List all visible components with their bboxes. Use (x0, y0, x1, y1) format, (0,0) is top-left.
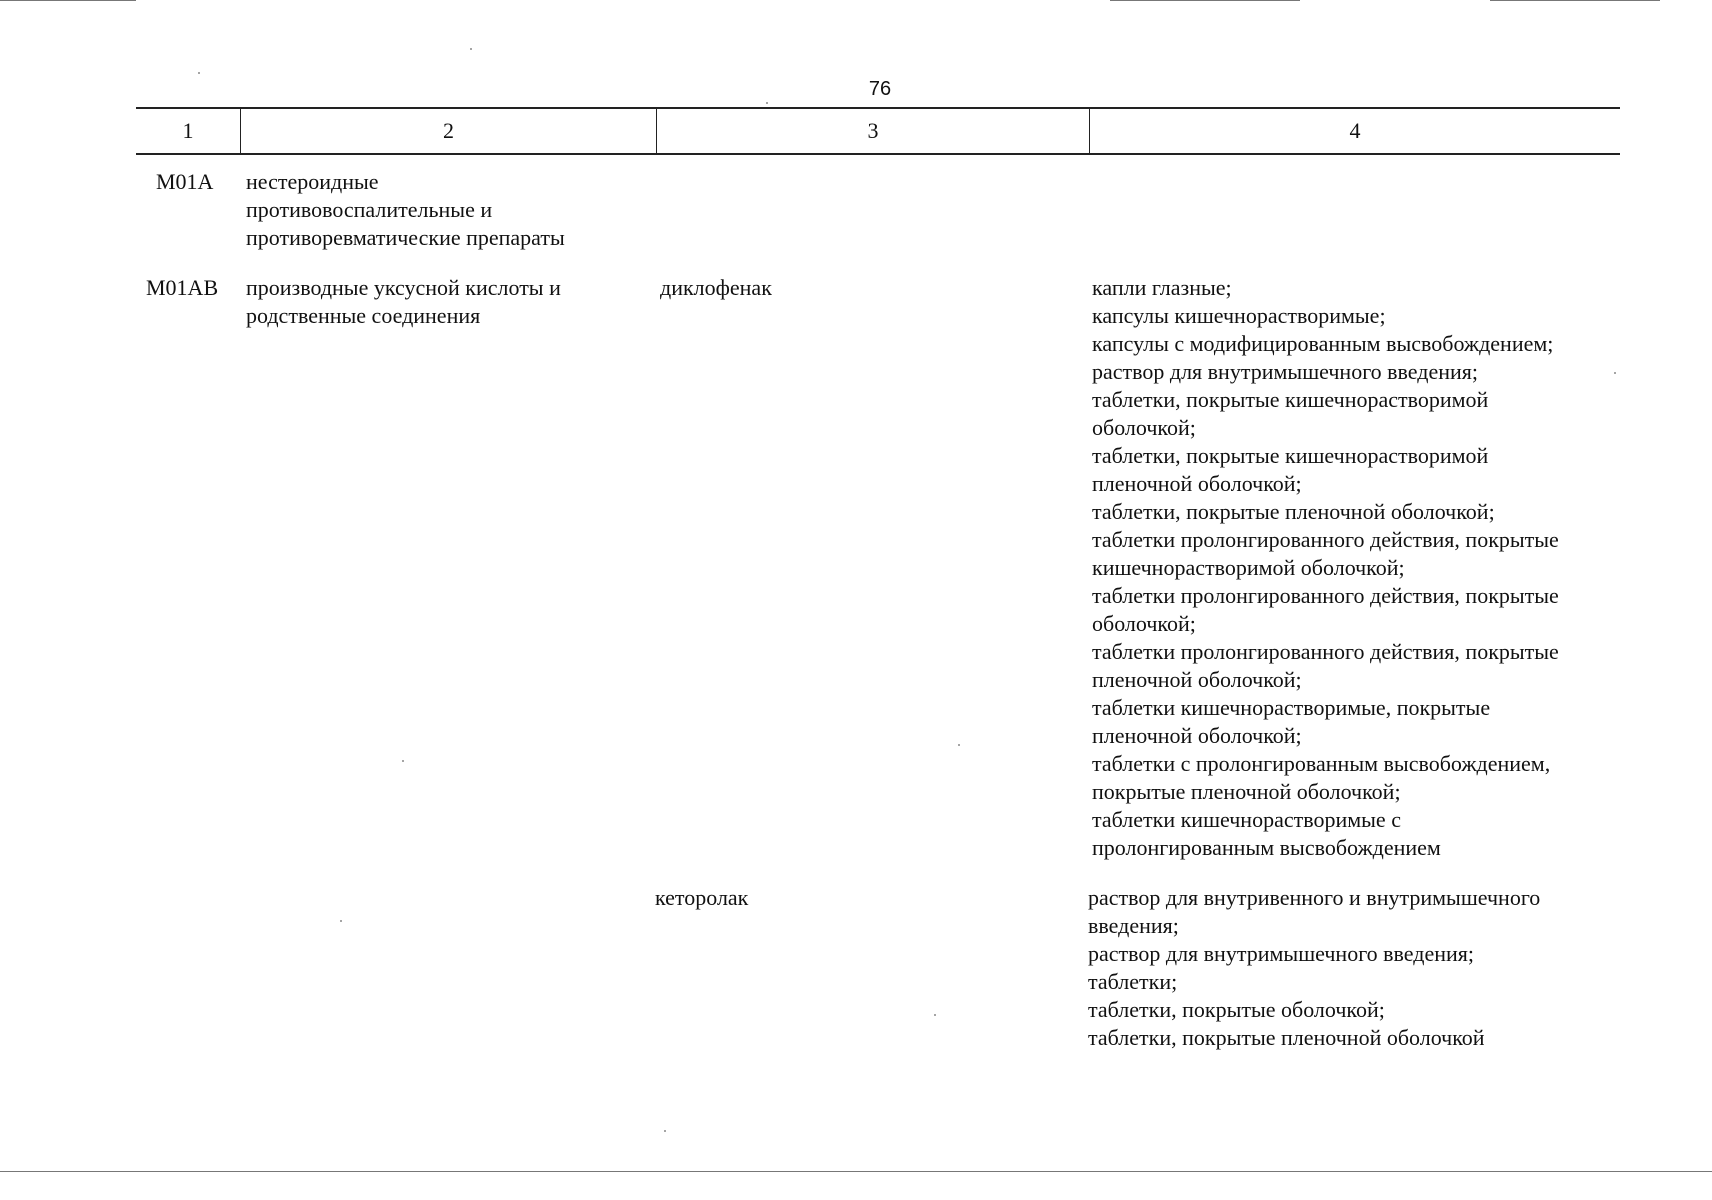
header-col-2: 2 (443, 118, 454, 143)
page-number: 76 (868, 78, 892, 100)
dosage-form: пленочной оболочкой; (1092, 723, 1302, 748)
dosage-form: пленочной оболочкой; (1092, 667, 1302, 692)
group-name-m01a-line-3: противоревматические препараты (246, 225, 565, 250)
group-name-m01a-line-1: нестероидные (246, 169, 379, 194)
dosage-form: таблетки, покрытые пленочной оболочкой; (1092, 499, 1495, 524)
dosage-form: покрытые пленочной оболочкой; (1092, 779, 1401, 804)
dosage-form: таблетки кишечнорастворимые с (1092, 807, 1401, 832)
atc-code-m01a: M01A (156, 169, 214, 194)
dosage-form: таблетки пролонгированного действия, покрытые (1092, 639, 1559, 664)
scan-edge-top-left (0, 0, 136, 1)
table-header (136, 107, 1620, 155)
scan-speck (470, 48, 472, 50)
drug-name-diclofenac: диклофенак (660, 275, 772, 300)
dosage-form: таблетки, покрытые пленочной оболочкой (1088, 1025, 1485, 1050)
dosage-form: пленочной оболочкой; (1092, 471, 1302, 496)
header-col-4: 4 (1349, 118, 1361, 143)
dosage-form: капсулы кишечнорастворимые; (1092, 303, 1386, 328)
scan-speck (766, 102, 768, 104)
dosage-form: капли глазные; (1092, 275, 1232, 300)
dosage-form: таблетки пролонгированного действия, покрытые (1092, 583, 1559, 608)
header-col-3: 3 (867, 118, 879, 143)
atc-code-m01ab: M01AB (146, 275, 219, 300)
dosage-form: таблетки, покрытые оболочкой; (1088, 997, 1385, 1022)
dosage-form: введения; (1088, 913, 1179, 938)
scan-edge-bottom (0, 1171, 1712, 1172)
scan-speck (402, 760, 404, 762)
dosage-forms-ketorolac (1088, 884, 1540, 1052)
scan-speck (198, 72, 200, 74)
dosage-form: таблетки кишечнорастворимые, покрытые (1092, 695, 1491, 720)
dosage-form: таблетки с пролонгированным высвобождением, (1092, 751, 1551, 776)
dosage-form: капсулы с модифицированным высвобождением; (1092, 331, 1554, 356)
header-col-1: 1 (182, 118, 194, 143)
scan-speck (1614, 372, 1616, 374)
dosage-forms-diclofenac (1092, 274, 1559, 862)
group-name-m01ab-line-1: производные уксусной кислоты и (246, 275, 561, 300)
dosage-form: кишечнорастворимой оболочкой; (1092, 555, 1405, 580)
dosage-form: таблетки; (1088, 969, 1178, 994)
dosage-form: таблетки, покрытые кишечнорастворимой (1092, 443, 1489, 468)
group-name-m01a-line-2: противовоспалительные и (246, 197, 493, 222)
scan-speck (934, 1014, 936, 1016)
dosage-form: таблетки пролонгированного действия, покрытые (1092, 527, 1559, 552)
drug-name-ketorolac: кеторолак (655, 885, 749, 910)
dosage-form: оболочкой; (1092, 611, 1196, 636)
dosage-form: раствор для внутривенного и внутримышечного (1088, 885, 1541, 910)
scan-edge-top-mid (1110, 0, 1300, 1)
group-name-m01ab-line-2: родственные соединения (246, 303, 481, 328)
dosage-form: пролонгированным высвобождением (1092, 835, 1441, 860)
dosage-form: раствор для внутримышечного введения; (1092, 359, 1479, 384)
scan-speck (664, 1130, 666, 1132)
dosage-form: раствор для внутримышечного введения; (1088, 941, 1475, 966)
scan-speck (958, 744, 960, 746)
dosage-form: таблетки, покрытые кишечнорастворимой (1092, 387, 1489, 412)
dosage-form: оболочкой; (1092, 415, 1196, 440)
scan-speck (340, 920, 342, 922)
scan-edge-top-right (1490, 0, 1660, 1)
